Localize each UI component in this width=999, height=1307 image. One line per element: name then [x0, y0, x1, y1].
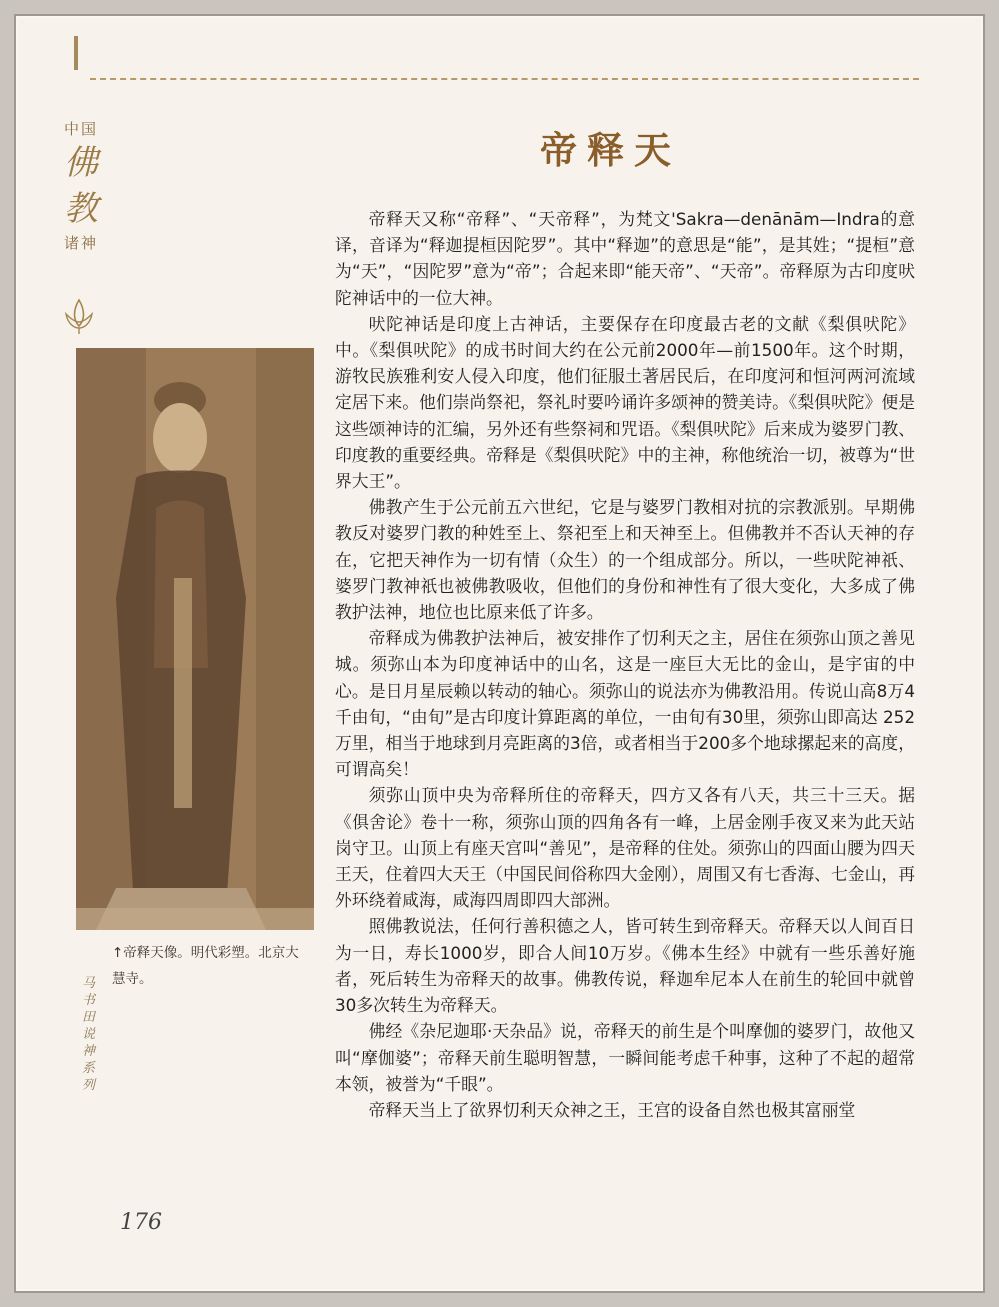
statue-illustration — [76, 348, 314, 930]
paragraph-7: 佛经《杂尼迦耶·天杂品》说，帝释天的前生是个叫摩伽的婆罗门，故他又叫“摩伽婆”；帝释天前生聪明智慧，一瞬间能考虑千种事，这种了不起的超常本领，被誉为“千眼”。 — [335, 1021, 915, 1094]
paragraph-8: 帝释天当上了欲界忉利天众神之王，王宫的设备自然也极其富丽堂 — [368, 1099, 856, 1120]
page-number: 176 — [120, 1210, 162, 1235]
photo-caption: ↑帝释天像。明代彩塑。北京大慧寺。 — [112, 945, 299, 987]
article-body — [335, 206, 915, 1123]
header-dashed-rule — [90, 78, 919, 80]
paragraph-6: 照佛教说法，任何行善积德之人，皆可转生到帝释天。帝释天以人间百日为一日，寿长1000岁，即合人间10万岁。《佛本生经》中就有一些乐善好施者，死后转生为帝释天的故事。佛教传说，释迦牟尼本人在前生的轮回中就曾 30多次转生为帝释天。 — [335, 916, 915, 1016]
statue-photo — [76, 348, 314, 930]
paragraph-4: 帝释成为佛教护法神后，被安排作了忉利天之主，居住在须弥山顶之善见城。须弥山本为印度神话中的山名，这是一座巨大无比的金山，是宇宙的中心。是日月星辰赖以转动的轴心。须弥山的说法亦为佛教沿用。传说山高8万4千由旬，“由旬”是古印度计算距离的单位，一由旬有30里，须弥山即高达 252万里，相当于地球到月亮距离的3倍，或者相当于200多个地球摞起来的高度，可谓高矣！ — [335, 628, 915, 780]
series-line-3: 教 — [64, 189, 98, 229]
series-side-label: 马书田说神系列 — [82, 976, 96, 1093]
paragraph-5: 须弥山顶中央为帝释所住的帝释天，四方又各有八天，共三十三天。据《俱舍论》卷十一称，须弥山顶的四角各有一峰，上居金刚手夜叉来为此天站岗守卫。山顶上有座天宫叫“善见”，是帝释的住处。须弥山的四面山腰为四天王天，住着四大天王（中国民间俗称四大金刚），周围又有七香海、七金山，再外环绕着咸海，咸海四周即四大部洲。 — [335, 785, 915, 911]
series-heading — [58, 118, 104, 254]
paragraph-3: 佛教产生于公元前五六世纪，它是与婆罗门教相对抗的宗教派别。早期佛教反对婆罗门教的种姓至上、祭祀至上和天神至上。但佛教并不否认天神的存在，它把天神作为一切有情（众生）的一个组成部分。所以，一些吠陀神祇、婆罗门教神祇也被佛教吸收，但他们的身份和神性有了很大变化，大多成了佛教护法神，地位也比原来低了许多。 — [335, 497, 915, 623]
lotus-icon — [62, 296, 96, 336]
header-vertical-rule — [74, 36, 78, 70]
paragraph-1: 帝释天又称“帝释”、“天帝释”，为梵文'Sakra—denānām—Indra的意译，音译为“释迦提桓因陀罗”。其中“释迦”的意思是“能”，是其姓；“提桓”意为“天”，“因陀罗”意为“帝”；合起来即“能天帝”、“天帝”。帝释原为古印度吠陀神话中的一位大神。 — [335, 209, 915, 308]
series-line-4: 诸神 — [63, 234, 98, 252]
series-line-1: 中国 — [63, 120, 98, 138]
series-line-2: 佛 — [64, 143, 98, 183]
page-title: 帝释天 — [540, 128, 681, 172]
paragraph-2: 吠陀神话是印度上古神话，主要保存在印度最古老的文献《梨俱吠陀》中。《梨俱吠陀》的成书时间大约在公元前2000年—前1500年。这个时期，游牧民族雅利安人侵入印度，他们征服土著居民后，在印度河和恒河两河流域定居下来。他们崇尚祭祀，祭礼时要吟诵许多颂神的赞美诗。《梨俱吠陀》便是这些颂神诗的汇编，另外还有些祭祠和咒语。《梨俱吠陀》后来成为婆罗门教、印度教的重要经典。帝释是《梨俱吠陀》中的主神，称他统治一切，被尊为“世界大王”。 — [335, 313, 915, 492]
